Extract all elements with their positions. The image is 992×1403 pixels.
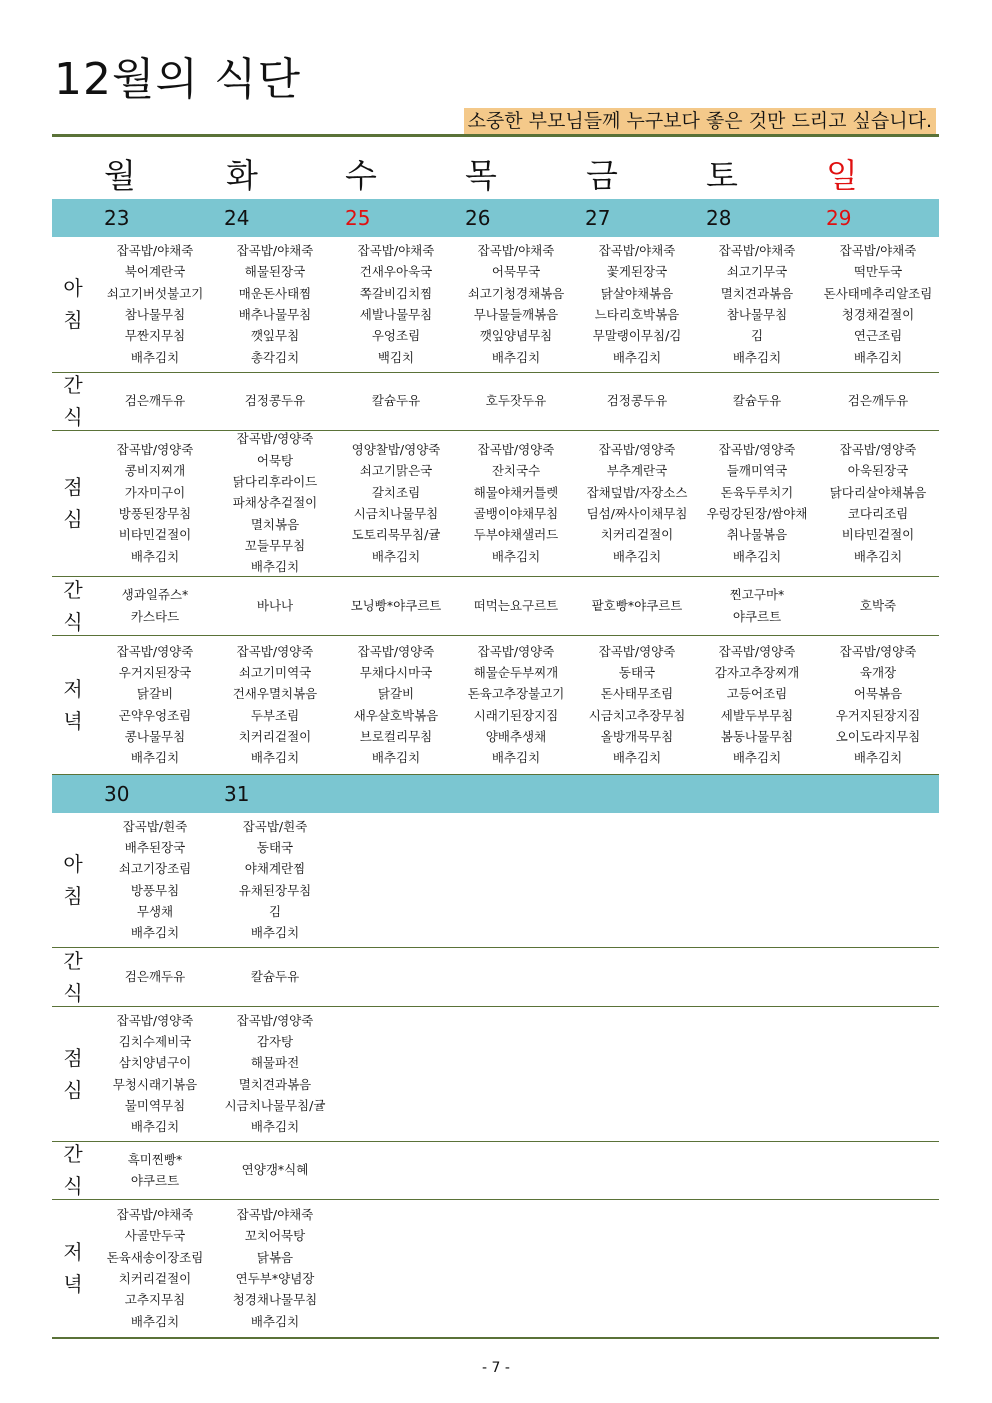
menu-item: 잡곡밥/야채죽 xyxy=(718,243,796,259)
menu-item: 배추김치 xyxy=(371,750,421,766)
menu-cell xyxy=(215,430,335,576)
menu-item: 올방개묵무침 xyxy=(600,728,674,744)
menu-item: 방풍무침 xyxy=(130,882,180,898)
menu-cell xyxy=(215,1141,335,1199)
menu-item: 닭갈비 xyxy=(136,686,174,702)
meal-label xyxy=(52,947,94,1006)
menu-item: 잡곡밥/야채죽 xyxy=(477,243,555,259)
menu-item: 배추김치 xyxy=(371,548,421,564)
menu-item: 도토리묵무침/귤 xyxy=(351,527,441,543)
menu-item: 동태국 xyxy=(256,839,294,855)
menu-item: 우거지된장지짐 xyxy=(835,707,921,723)
menu-item: 배추김치 xyxy=(130,1119,180,1135)
page-number: - 7 - xyxy=(482,1360,510,1376)
menu-item: 배추김치 xyxy=(612,548,662,564)
menu-item: 배추김치 xyxy=(250,1119,300,1135)
meal-label-char: 저 xyxy=(63,1240,83,1264)
menu-item: 팥호빵*야쿠르트 xyxy=(591,597,683,613)
menu-item: 잔치국수 xyxy=(491,463,541,479)
menu-item: 잡곡밥/야채죽 xyxy=(839,243,917,259)
meal-label-char: 간 xyxy=(63,1142,83,1166)
meal-label xyxy=(52,430,94,576)
menu-item: 해물야채커틀렛 xyxy=(473,484,559,500)
menu-item: 매운돈사태찜 xyxy=(238,285,312,301)
meal-label-char: 침 xyxy=(63,883,83,908)
menu-item: 잡곡밥/영양죽 xyxy=(839,442,917,458)
menu-item: 배추김치 xyxy=(853,548,903,564)
menu-item: 잡곡밥/영양죽 xyxy=(236,643,314,659)
menu-item: 배추김치 xyxy=(612,750,662,766)
page-subtitle: 소중한 부모님들께 누구보다 좋은 것만 드리고 싶습니다. xyxy=(464,108,936,134)
meal-row xyxy=(52,430,939,577)
menu-cell xyxy=(818,635,938,774)
menu-item: 잡채덮밥/자장소스 xyxy=(586,484,688,500)
menu-cell xyxy=(336,635,456,774)
date-27: 27 xyxy=(585,206,611,230)
menu-item: 총각김치 xyxy=(250,349,300,365)
meal-label-char: 식 xyxy=(63,405,83,429)
menu-item: 배추김치 xyxy=(130,1313,180,1329)
menu-item: 잡곡밥/야채죽 xyxy=(598,243,676,259)
menu-item: 닭다리살야채볶음 xyxy=(829,484,927,500)
weekday-mon: 월 xyxy=(104,156,136,195)
menu-item: 잡곡밥/영양죽 xyxy=(116,442,194,458)
menu-cell xyxy=(95,812,215,947)
meal-row xyxy=(52,635,939,775)
menu-item: 돈육두루치기 xyxy=(720,484,794,500)
menu-cell xyxy=(697,236,817,372)
menu-item: 물미역무침 xyxy=(124,1097,186,1113)
menu-item: 쪽갈비김치찜 xyxy=(359,285,433,301)
menu-item: 어묵탕 xyxy=(256,452,294,468)
menu-cell xyxy=(95,576,215,635)
date-29: 29 xyxy=(826,206,852,230)
menu-item: 치커리겉절이 xyxy=(238,728,312,744)
menu-item: 배추김치 xyxy=(732,548,782,564)
menu-item: 꽃게된장국 xyxy=(606,264,668,280)
menu-item: 두부야채샐러드 xyxy=(473,527,559,543)
meal-row xyxy=(52,812,939,948)
date-24: 24 xyxy=(224,206,250,230)
menu-item: 닭볶음 xyxy=(256,1249,294,1265)
menu-item: 백김치 xyxy=(377,349,415,365)
menu-item: 칼슘두유 xyxy=(732,393,782,409)
menu-cell xyxy=(697,372,817,430)
menu-item: 김치수제비국 xyxy=(118,1033,192,1049)
menu-item: 잡곡밥/영양죽 xyxy=(236,431,314,447)
menu-item: 잡곡밥/영양죽 xyxy=(357,643,435,659)
menu-item: 배추김치 xyxy=(491,349,541,365)
meal-label xyxy=(52,635,94,774)
weekday-sun: 일 xyxy=(826,156,858,195)
date-28: 28 xyxy=(706,206,732,230)
menu-item: 두부조림 xyxy=(250,707,300,723)
menu-item: 느타리호박볶음 xyxy=(594,307,680,322)
menu-item: 갈치조림 xyxy=(371,484,421,500)
menu-item: 북어계란국 xyxy=(124,264,186,280)
menu-item: 유채된장무침 xyxy=(238,882,312,898)
menu-cell xyxy=(456,430,576,576)
menu-item: 어묵볶음 xyxy=(853,686,903,702)
meal-label-char: 침 xyxy=(63,308,83,332)
menu-item: 잡곡밥/흰죽 xyxy=(122,818,188,834)
menu-cell xyxy=(215,576,335,635)
weekday-thu: 목 xyxy=(465,156,497,195)
meal-label xyxy=(52,576,94,635)
menu-item: 김 xyxy=(268,903,282,919)
menu-cell xyxy=(95,1141,215,1199)
menu-item: 배추나물무침 xyxy=(238,307,312,322)
page-title: 12월의 식단 xyxy=(54,54,301,105)
menu-item: 검은깨두유 xyxy=(124,393,186,409)
menu-cell xyxy=(215,1006,335,1141)
menu-item: 잡곡밥/영양죽 xyxy=(236,1012,314,1028)
menu-cell xyxy=(336,576,456,635)
meal-label-char: 점 xyxy=(63,1045,83,1070)
menu-item: 참나물무침 xyxy=(124,307,186,322)
menu-cell xyxy=(456,372,576,430)
menu-item: 양배추생채 xyxy=(485,728,547,744)
menu-item: 잡곡밥/영양죽 xyxy=(598,442,676,458)
menu-cell xyxy=(818,236,938,372)
menu-cell xyxy=(577,635,697,774)
menu-cell xyxy=(818,576,938,635)
date-30: 30 xyxy=(104,782,130,806)
menu-item: 콩나물무침 xyxy=(124,728,186,744)
menu-item: 깻잎무침 xyxy=(250,328,300,344)
menu-item: 들깨미역국 xyxy=(726,463,788,479)
menu-item: 해물파전 xyxy=(250,1055,300,1071)
menu-item: 흑미찐빵* xyxy=(127,1151,183,1167)
menu-item: 쇠고기청경채볶음 xyxy=(467,285,565,301)
menu-item: 호두잣두유 xyxy=(485,393,547,409)
meal-label-char: 녁 xyxy=(63,708,83,733)
meal-label-char: 식 xyxy=(63,980,83,1005)
menu-cell xyxy=(95,430,215,576)
weekday-fri: 금 xyxy=(586,156,618,195)
meal-label-char: 식 xyxy=(63,1174,83,1198)
menu-cell xyxy=(215,812,335,947)
menu-item: 세발두부무침 xyxy=(720,707,794,723)
menu-item: 잡곡밥/야채죽 xyxy=(236,243,314,259)
menu-item: 닭갈비 xyxy=(377,686,415,702)
menu-item: 비타민겉절이 xyxy=(118,527,192,543)
menu-item: 연양갱*식혜 xyxy=(241,1162,309,1178)
menu-cell xyxy=(95,1006,215,1141)
menu-item: 연두부*양념장 xyxy=(235,1271,315,1286)
menu-item: 쇠고기무국 xyxy=(726,264,788,280)
menu-item: 생과일쥬스* xyxy=(121,587,189,603)
meal-row xyxy=(52,576,939,636)
menu-item: 호박죽 xyxy=(859,597,897,613)
menu-item: 무말랭이무침/김 xyxy=(592,328,682,344)
menu-item: 배추김치 xyxy=(250,559,300,575)
menu-item: 무생채 xyxy=(136,903,174,919)
date-25: 25 xyxy=(345,206,371,230)
menu-item: 멸치볶음 xyxy=(250,516,300,532)
menu-cell xyxy=(95,1199,215,1337)
menu-item: 영양찰밥/영양죽 xyxy=(351,442,441,458)
menu-item: 해물된장국 xyxy=(244,264,306,280)
menu-cell xyxy=(215,635,335,774)
menu-item: 배추김치 xyxy=(491,548,541,564)
menu-item: 참나물무침 xyxy=(726,307,788,322)
menu-item: 배추김치 xyxy=(130,548,180,564)
menu-item: 떠먹는요구르트 xyxy=(473,597,559,613)
menu-cell xyxy=(95,947,215,1006)
menu-item: 배추김치 xyxy=(250,1313,300,1329)
menu-item: 잡곡밥/야채죽 xyxy=(116,1207,194,1223)
menu-cell xyxy=(336,372,456,430)
meal-label-char: 점 xyxy=(63,475,83,499)
menu-item: 야채계란찜 xyxy=(244,861,306,877)
menu-item: 꼬들무무침 xyxy=(244,537,306,553)
menu-cell xyxy=(697,576,817,635)
menu-item: 김 xyxy=(750,328,764,344)
menu-item: 육개장 xyxy=(859,664,897,680)
menu-item: 고등어조림 xyxy=(726,686,788,702)
menu-item: 건새우아욱국 xyxy=(359,264,433,280)
menu-item: 잡곡밥/야채죽 xyxy=(116,243,194,259)
menu-item: 잡곡밥/영양죽 xyxy=(116,1012,194,1028)
meal-label-char: 식 xyxy=(63,609,83,634)
menu-item: 배추김치 xyxy=(250,925,300,941)
meal-label xyxy=(52,1199,94,1337)
title-divider xyxy=(52,134,939,137)
menu-cell xyxy=(215,372,335,430)
menu-cell xyxy=(818,430,938,576)
menu-item: 콩비지찌개 xyxy=(124,463,186,479)
menu-item: 바나나 xyxy=(256,597,294,613)
menu-cell xyxy=(95,236,215,372)
menu-item: 아욱된장국 xyxy=(847,463,909,479)
menu-item: 치커리겉절이 xyxy=(118,1271,192,1286)
menu-item: 시래기된장지짐 xyxy=(473,707,559,723)
menu-item: 잡곡밥/흰죽 xyxy=(242,818,308,834)
meal-row xyxy=(52,236,939,373)
menu-item: 무채다시마국 xyxy=(359,664,433,680)
menu-item: 꼬치어묵탕 xyxy=(244,1228,306,1244)
menu-item: 고추지무침 xyxy=(124,1292,186,1308)
menu-item: 골뱅이야채무침 xyxy=(473,506,559,521)
meal-row xyxy=(52,1199,939,1338)
menu-item: 잡곡밥/야채죽 xyxy=(236,1207,314,1223)
menu-item: 배추김치 xyxy=(732,750,782,766)
menu-item: 시금치고추장무침 xyxy=(588,707,686,723)
menu-item: 야쿠르트 xyxy=(130,1173,180,1188)
meal-label-char: 간 xyxy=(63,373,83,397)
menu-item: 가자미구이 xyxy=(124,484,186,500)
menu-cell xyxy=(697,635,817,774)
menu-item: 배추김치 xyxy=(250,750,300,766)
weekday-sat: 토 xyxy=(706,156,738,195)
menu-item: 오이도라지무침 xyxy=(835,728,921,744)
meal-label xyxy=(52,236,94,372)
menu-cell xyxy=(95,635,215,774)
menu-item: 돈사태무조림 xyxy=(600,686,674,702)
meal-row xyxy=(52,1141,939,1200)
menu-item: 우렁강된장/쌈야채 xyxy=(706,506,808,521)
week1-date-row xyxy=(52,199,939,237)
date-23: 23 xyxy=(104,206,130,230)
menu-item: 해물순두부찌개 xyxy=(473,664,559,680)
meal-row xyxy=(52,947,939,1007)
meal-label-char: 심 xyxy=(63,507,83,531)
meal-label xyxy=(52,1006,94,1141)
menu-item: 비타민겉절이 xyxy=(841,527,915,543)
meal-label-char: 간 xyxy=(63,577,83,602)
menu-item: 찐고구마* xyxy=(729,587,785,603)
menu-item: 배추김치 xyxy=(491,750,541,766)
meal-label xyxy=(52,812,94,947)
menu-item: 닭살야채볶음 xyxy=(600,285,674,301)
date-26: 26 xyxy=(465,206,491,230)
menu-item: 무짠지무침 xyxy=(124,328,186,344)
menu-item: 잡곡밥/영양죽 xyxy=(477,442,555,458)
menu-item: 쇠고기미역국 xyxy=(238,664,312,680)
menu-item: 검은깨두유 xyxy=(124,968,186,984)
menu-item: 모닝빵*야쿠르트 xyxy=(350,597,442,613)
menu-cell xyxy=(336,236,456,372)
menu-item: 배추김치 xyxy=(853,750,903,766)
menu-item: 배추김치 xyxy=(130,750,180,766)
meal-label-char: 간 xyxy=(63,948,83,973)
menu-item: 카스타드 xyxy=(130,608,180,624)
meal-label-char: 저 xyxy=(63,676,83,701)
menu-cell xyxy=(336,430,456,576)
menu-item: 쇠고기버섯불고기 xyxy=(106,285,204,301)
menu-cell xyxy=(95,372,215,430)
menu-item: 돈사태메추리알조림 xyxy=(823,285,933,301)
menu-item: 연근조림 xyxy=(853,328,903,344)
menu-cell xyxy=(456,576,576,635)
week2-date-row xyxy=(52,775,939,813)
menu-item: 깻잎양념무침 xyxy=(479,328,553,344)
menu-cell xyxy=(215,236,335,372)
menu-item: 야쿠르트 xyxy=(732,608,782,624)
menu-item: 검정콩두유 xyxy=(244,393,306,409)
menu-item: 배추김치 xyxy=(130,349,180,365)
meal-label xyxy=(52,1141,94,1199)
menu-item: 잡곡밥/영양죽 xyxy=(718,643,796,659)
menu-item: 검은깨두유 xyxy=(847,393,909,409)
menu-item: 동태국 xyxy=(618,664,656,680)
menu-item: 칼슘두유 xyxy=(250,968,300,984)
menu-cell xyxy=(697,430,817,576)
menu-item: 배추김치 xyxy=(732,349,782,365)
menu-item: 부추계란국 xyxy=(606,463,668,479)
menu-item: 코다리조림 xyxy=(847,506,909,521)
menu-item: 잡곡밥/영양죽 xyxy=(839,643,917,659)
menu-item: 쇠고기장조림 xyxy=(118,861,192,877)
date-31: 31 xyxy=(224,782,250,806)
menu-item: 우엉조림 xyxy=(371,328,421,344)
menu-item: 새우살호박볶음 xyxy=(353,707,439,723)
menu-item: 감자탕 xyxy=(256,1033,294,1049)
menu-cell xyxy=(577,236,697,372)
menu-item: 봄동나물무침 xyxy=(720,728,794,744)
menu-item: 돈육새송이장조림 xyxy=(106,1249,204,1265)
menu-item: 어묵무국 xyxy=(491,264,541,280)
menu-item: 우거지된장국 xyxy=(118,664,192,680)
menu-item: 시금치나물무침 xyxy=(353,506,439,521)
menu-item: 멸치견과볶음 xyxy=(238,1076,312,1092)
menu-item: 잡곡밥/야채죽 xyxy=(357,243,435,259)
menu-item: 청경채나물무침 xyxy=(232,1292,318,1308)
meal-label-char: 심 xyxy=(63,1077,83,1102)
weekday-tue: 화 xyxy=(226,156,258,195)
menu-cell xyxy=(456,236,576,372)
bottom-divider xyxy=(52,1337,939,1339)
menu-item: 쇠고기맑은국 xyxy=(359,463,433,479)
menu-cell xyxy=(215,1199,335,1337)
meal-row xyxy=(52,1006,939,1142)
menu-item: 브로컬리무침 xyxy=(359,728,433,744)
menu-item: 무나물들깨볶음 xyxy=(473,307,559,322)
menu-item: 잡곡밥/영양죽 xyxy=(477,643,555,659)
menu-item: 청경채겉절이 xyxy=(841,307,915,322)
menu-item: 칼슘두유 xyxy=(371,393,421,409)
menu-item: 배추김치 xyxy=(853,349,903,365)
menu-item: 떡만두국 xyxy=(853,264,903,280)
menu-item: 삼치양념구이 xyxy=(118,1055,192,1071)
menu-item: 감자고추장찌개 xyxy=(714,664,800,680)
menu-cell xyxy=(818,372,938,430)
menu-item: 세발나물무침 xyxy=(359,307,433,322)
menu-item: 잡곡밥/영양죽 xyxy=(598,643,676,659)
weekday-wed: 수 xyxy=(345,156,377,195)
menu-item: 돈육고추장불고기 xyxy=(467,686,565,702)
meal-label-char: 아 xyxy=(63,851,83,876)
menu-cell xyxy=(456,635,576,774)
menu-item: 사골만두국 xyxy=(124,1228,186,1244)
menu-item: 곤약우엉조림 xyxy=(118,707,192,723)
menu-item: 배추김치 xyxy=(612,349,662,365)
menu-item: 잡곡밥/영양죽 xyxy=(718,442,796,458)
menu-item: 딤섬/짜사이채무침 xyxy=(586,506,688,521)
menu-item: 치커리겉절이 xyxy=(600,527,674,543)
menu-item: 멸치견과볶음 xyxy=(720,285,794,301)
menu-cell xyxy=(577,430,697,576)
meal-label-char: 아 xyxy=(63,276,83,300)
meal-label-char: 녁 xyxy=(63,1272,83,1296)
menu-item: 취나물볶음 xyxy=(726,527,788,543)
menu-cell xyxy=(577,372,697,430)
meal-row xyxy=(52,372,939,431)
menu-item: 방풍된장무침 xyxy=(118,506,192,521)
menu-item: 파채상추겉절이 xyxy=(232,495,318,511)
menu-item: 시금치나물무침/귤 xyxy=(224,1097,326,1113)
menu-item: 배추김치 xyxy=(130,925,180,941)
menu-cell xyxy=(577,576,697,635)
menu-item: 잡곡밥/영양죽 xyxy=(116,643,194,659)
menu-cell xyxy=(215,947,335,1006)
menu-item: 검정콩두유 xyxy=(606,393,668,409)
menu-item: 닭다리후라이드 xyxy=(232,474,318,490)
menu-item: 건새우멸치볶음 xyxy=(232,686,318,702)
weekday-header xyxy=(52,155,939,197)
menu-item: 배추된장국 xyxy=(124,839,186,855)
meal-label xyxy=(52,372,94,430)
menu-item: 무청시래기볶음 xyxy=(112,1076,198,1092)
